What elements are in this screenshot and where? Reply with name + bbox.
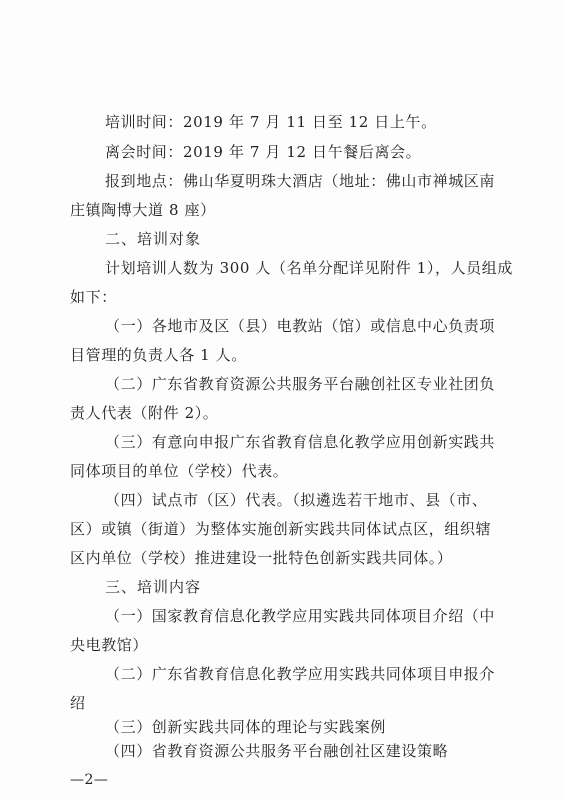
participant-item-4: （四）试点市（区）代表。（拟遴选若干地市、县（市、 [105, 491, 488, 509]
participant-item-1: （一）各地市及区（县）电教站（馆）或信息中心负责项 [105, 317, 496, 335]
participant-item-4-continued-1: 区）或镇（街道）为整体实施创新实践共同体试点区，组织辖 [70, 520, 492, 538]
participant-item-3-continued: 同体项目的单位（学校）代表。 [70, 462, 289, 480]
departure-time-line: 离会时间：2019 年 7 月 12 日午餐后离会。 [105, 143, 422, 161]
content-item-1-continued: 央电教馆） [70, 636, 149, 654]
participant-item-1-continued: 目管理的负责人各 1 人。 [70, 346, 247, 364]
content-item-2-continued: 绍 [70, 694, 86, 712]
participant-item-4-continued-2: 区内单位（学校）推进建设一批特色创新实践共同体。） [70, 549, 453, 567]
participants-count-line: 计划培训人数为 300 人（名单分配详见附件 1），人员组成 [105, 259, 513, 277]
participant-item-2-continued: 责人代表（附件 2）。 [70, 404, 219, 422]
participants-count-continued: 如下： [70, 288, 117, 306]
section-heading-content: 三、培训内容 [105, 578, 202, 596]
content-item-2: （二）广东省教育信息化教学应用实践共同体项目申报介 [105, 665, 496, 683]
check-in-location-line: 报到地点：佛山华夏明珠大酒店（地址：佛山市禅城区南 [105, 172, 496, 190]
training-time-line: 培训时间：2019 年 7 月 11 日至 12 日上午。 [105, 113, 437, 131]
section-heading-participants: 二、培训对象 [105, 230, 202, 248]
content-item-4: （四）省教育资源公共服务平台融创社区建设策略 [105, 742, 449, 760]
content-item-3: （三）创新实践共同体的理论与实践案例 [105, 718, 386, 736]
participant-item-2: （二）广东省教育资源公共服务平台融创社区专业社团负 [105, 375, 496, 393]
participant-item-3: （三）有意向申报广东省教育信息化教学应用创新实践共 [105, 433, 496, 451]
check-in-location-continued: 庄镇陶博大道 8 座） [70, 201, 216, 219]
page-number: —2— [70, 772, 109, 788]
content-item-1: （一）国家教育信息化教学应用实践共同体项目介绍（中 [105, 607, 496, 625]
